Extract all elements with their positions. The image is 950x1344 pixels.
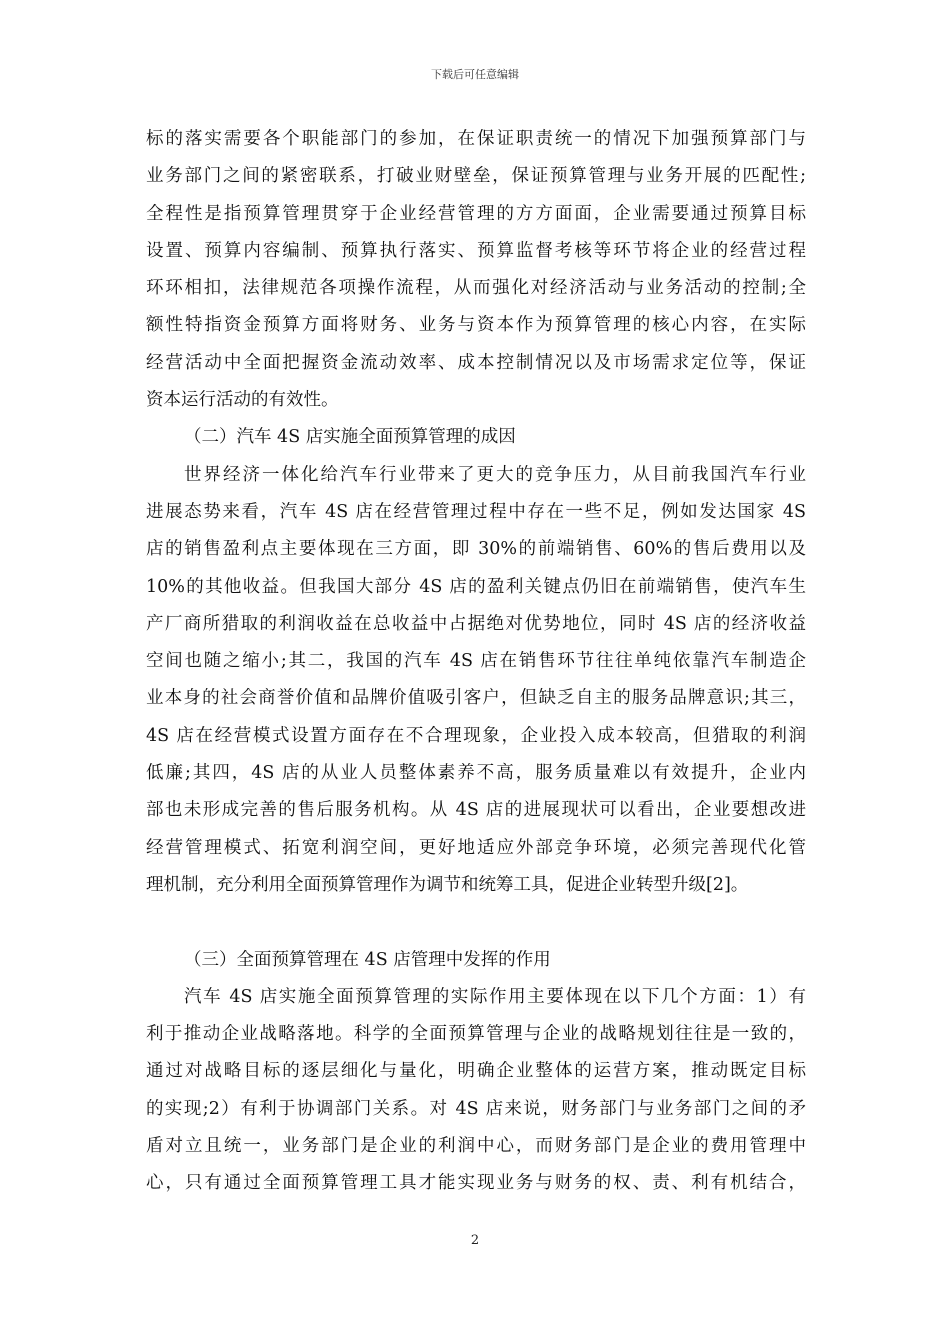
body-line: 经营管理模式、拓宽利润空间，更好地适应外部竞争环境，必须完善现代化管 <box>146 837 806 858</box>
body-line: 业务部门之间的紧密联系，打破业财壁垒，保证预算管理与业务开展的匹配性; <box>146 166 806 187</box>
body-line: 产厂商所猎取的利润收益在总收益中占据绝对优势地位，同时 4S 店的经济收益 <box>146 613 806 634</box>
body-line: 盾对立且统一，业务部门是企业的利润中心，而财务部门是企业的费用管理中 <box>146 1136 806 1157</box>
body-line: 10%的其他收益。但我国大部分 4S 店的盈利关键点仍旧在前端销售，使汽车生 <box>146 576 806 597</box>
body-line: 环环相扣，法律规范各项操作流程，从而强化对经济活动与业务活动的控制;全 <box>146 278 806 299</box>
body-line: 店的销售盈利点主要体现在三方面，即 30%的前端销售、60%的售后费用以及 <box>146 539 806 560</box>
body-line: 汽车 4S 店实施全面预算管理的实际作用主要体现在以下几个方面：1）有 <box>184 986 806 1007</box>
body-line: 理机制，充分利用全面预算管理作为调节和统筹工具，促进企业转型升级[2]。 <box>146 874 749 895</box>
body-line: 业本身的社会商誉价值和品牌价值吸引客户，但缺乏自主的服务品牌意识;其三， <box>146 688 806 709</box>
body-line: 进展态势来看，汽车 4S 店在经营管理过程中存在一些不足，例如发达国家 4S <box>146 501 806 522</box>
body-line: 部也未形成完善的售后服务机构。从 4S 店的进展现状可以看出，企业要想改进 <box>146 800 806 821</box>
body-line: 设置、预算内容编制、预算执行落实、预算监督考核等环节将企业的经营过程 <box>146 240 806 261</box>
body-line: 心，只有通过全面预算管理工具才能实现业务与财务的权、责、利有机结合， <box>146 1173 806 1194</box>
body-line: 空间也随之缩小;其二，我国的汽车 4S 店在销售环节往往单纯依靠汽车制造企 <box>146 651 806 672</box>
section-heading: （三）全面预算管理在 4S 店管理中发挥的作用 <box>184 949 551 970</box>
document-body <box>146 121 806 1203</box>
paragraph-gap <box>146 904 806 941</box>
body-line: 低廉;其四，4S 店的从业人员整体素养不高，服务质量难以有效提升，企业内 <box>146 763 806 784</box>
body-line: 4S 店在经营模式设置方面存在不合理现象，企业投入成本较高，但猎取的利润 <box>146 725 806 746</box>
page-number: 2 <box>470 1233 480 1248</box>
body-line: 世界经济一体化给汽车行业带来了更大的竞争压力，从目前我国汽车行业 <box>184 464 806 485</box>
body-line: 额性特指资金预算方面将财务、业务与资本作为预算管理的核心内容，在实际 <box>146 315 806 336</box>
body-line: 标的落实需要各个职能部门的参加，在保证职责统一的情况下加强预算部门与 <box>146 129 806 149</box>
body-line: 通过对战略目标的逐层细化与量化，明确企业整体的运营方案，推动既定目标 <box>146 1061 806 1082</box>
section-heading: （二）汽车 4S 店实施全面预算管理的成因 <box>184 427 516 448</box>
page-header: 下载后可任意编辑 <box>431 68 519 81</box>
body-line: 资本运行活动的有效性。 <box>146 390 339 411</box>
body-line: 的实现;2）有利于协调部门关系。对 4S 店来说，财务部门与业务部门之间的矛 <box>146 1098 806 1119</box>
body-line: 利于推动企业战略落地。科学的全面预算管理与企业的战略规划往往是一致的， <box>146 1024 806 1045</box>
body-line: 经营活动中全面把握资金流动效率、成本控制情况以及市场需求定位等，保证 <box>146 352 806 373</box>
body-line: 全程性是指预算管理贯穿于企业经营管理的方方面面，企业需要通过预算目标 <box>146 203 806 224</box>
